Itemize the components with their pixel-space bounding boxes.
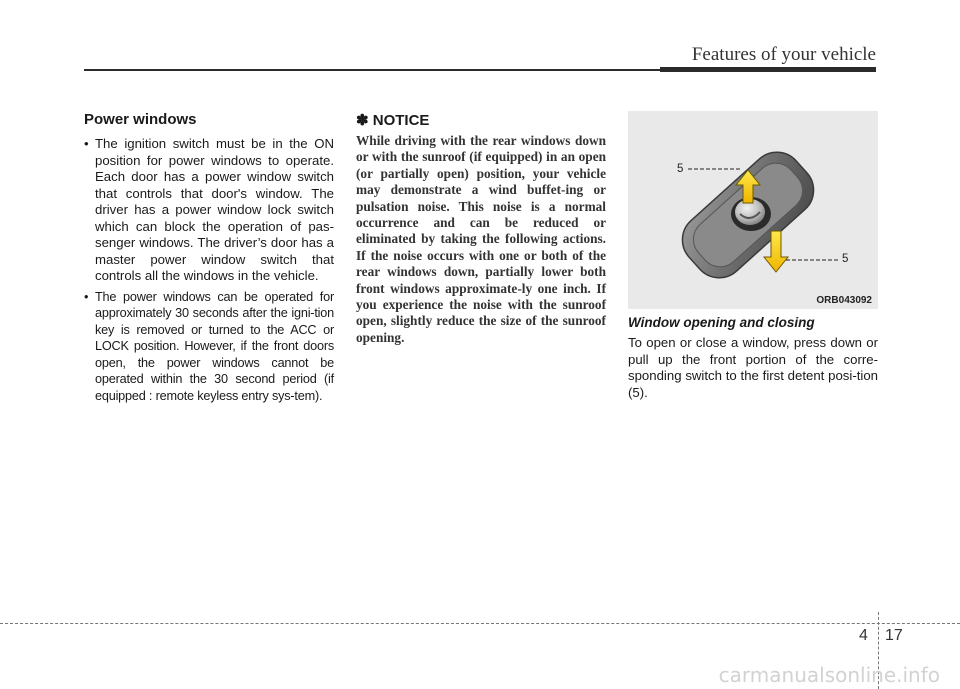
right-column: [628, 111, 878, 401]
header-rule-accent: [660, 67, 876, 72]
watermark: carmanualsonline.info: [718, 663, 940, 687]
notice-body: While driving with the rear windows down or with the sunroof (if equipped) in an open (or partially open) position, your vehicle may demonstrate a wind buffet-ing or pulsation noise. This noise is a normal occurrence and can be reduced or eliminated by taking the following actions. If the noise occurs with one or both of the rear windows down, partially lower both front windows approximate-ly one inch. If you experience the noise with the sunroof open, slightly reduce the size of the sunroof opening.: [356, 133, 606, 345]
subheading: Window opening and closing: [628, 315, 815, 330]
notice-title: ✽ NOTICE: [356, 112, 430, 129]
bullet-list: [84, 136, 334, 404]
figure-code: ORB043092: [816, 295, 872, 306]
left-column: [84, 111, 334, 408]
bullet-item: • The power windows can be operated for approximately 30 seconds after the igni-tion key is removed or turned to the ACC or LOCK position. However, if the front doors open, the power windows cannot be operated within the 30 second period (if equipped : remote keyless entry sys-tem).: [84, 289, 334, 405]
footer-rule: [0, 623, 960, 624]
page-number: 17: [885, 627, 903, 644]
window-switch-figure: [628, 111, 878, 309]
figure-callout-label: 5: [677, 163, 684, 175]
chapter-number: 4: [859, 627, 868, 644]
window-switch-illustration: [628, 111, 878, 309]
instruction-paragraph: To open or close a window, press down or pull up the front portion of the corre-sponding switch to the first detent posi-tion (5).: [628, 335, 878, 400]
notice-column: [356, 111, 606, 346]
section-heading: Power windows: [84, 111, 197, 128]
page-header-title: Features of your vehicle: [691, 44, 876, 65]
figure-callout-label: 5: [842, 253, 849, 265]
bullet-item: • The ignition switch must be in the ON position for power windows to operate. Each door has a power window switch that controls that door's window. The driver has a power window lock switch which can block the operation of pas-senger windows. The driver’s door has a master power window switch that controls all the windows in the vehicle.: [84, 136, 334, 285]
